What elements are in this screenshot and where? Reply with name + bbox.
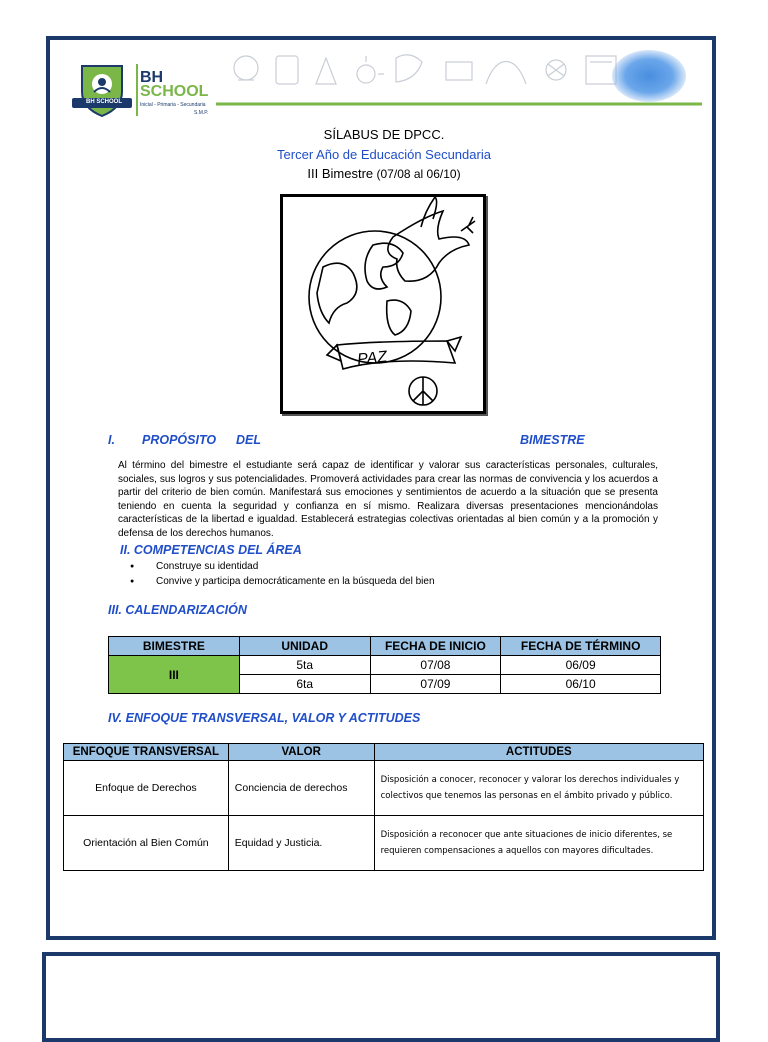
table-header-row bbox=[109, 637, 661, 656]
section2-heading: II. COMPETENCIAS DEL ÁREA bbox=[120, 543, 302, 557]
logo-name-school: SCHOOL bbox=[140, 83, 209, 100]
header-enfoque: ENFOQUE TRANSVERSAL bbox=[64, 744, 229, 761]
logo-name-bh: BH bbox=[140, 69, 164, 86]
enfoque-cell: Enfoque de Derechos bbox=[64, 761, 229, 816]
school-shield-icon bbox=[70, 62, 134, 118]
peace-globe-dove-icon bbox=[283, 197, 483, 411]
table-row bbox=[64, 816, 704, 871]
section1-word-del: DEL bbox=[236, 433, 261, 447]
bimestre-cell: III bbox=[109, 656, 240, 694]
header-bimestre: BIMESTRE bbox=[109, 637, 240, 656]
enfoque-table bbox=[63, 743, 704, 871]
termino-cell: 06/10 bbox=[501, 675, 661, 694]
actitudes-cell: Disposición a reconocer que ante situaciones de inicio diferentes, se requieren compensaciones a aquellos con mayores dificultades. bbox=[374, 816, 703, 871]
list-item: ● Convive y participa democráticamente en la búsqueda del bien bbox=[130, 574, 435, 589]
section1-word-bimestre: BIMESTRE bbox=[520, 433, 585, 447]
logo-badge-text: BH SCHOOL bbox=[86, 99, 122, 105]
table-row bbox=[64, 761, 704, 816]
table-header-row bbox=[64, 744, 704, 761]
termino-cell: 06/09 bbox=[501, 656, 661, 675]
inicio-cell: 07/08 bbox=[370, 656, 501, 675]
term-dates: (07/08 al 06/10) bbox=[376, 167, 461, 181]
blurred-emblem bbox=[612, 50, 686, 102]
peace-illustration bbox=[280, 194, 486, 414]
section1-number: I. bbox=[108, 433, 115, 447]
term-title bbox=[0, 166, 768, 181]
section1-heading bbox=[108, 433, 588, 449]
header-fecha-termino: FECHA DE TÉRMINO bbox=[501, 637, 661, 656]
inicio-cell: 07/09 bbox=[370, 675, 501, 694]
valor-cell: Equidad y Justicia. bbox=[228, 816, 374, 871]
valor-cell: Conciencia de derechos bbox=[228, 761, 374, 816]
header-unidad: UNIDAD bbox=[239, 637, 370, 656]
grade-title: Tercer Año de Educación Secundaria bbox=[277, 147, 491, 162]
logo-divider bbox=[136, 64, 138, 116]
section1-word-proposito: PROPÓSITO bbox=[142, 433, 217, 447]
unidad-cell: 6ta bbox=[239, 675, 370, 694]
section1-paragraph: Al término del bimestre el estudiante será capaz de identificar y valorar sus características personales, culturales, sociales, sus logros y sus potencialidades. Promoverá actividades para crear las normas de convivencia y los acuerdos a partir del criterio de bien común. Manifestará sus emociones y sentimientos de acuerdo a la situación que se presenta teniendo en cuenta la seguridad y confianza en sí mismo. Realizara diversas presentaciones mencionándolas características de la libertad e igualdad. Establecerá estrategias colectivas orientadas al bien común y a la promoción y defensa de los derechos humanos. bbox=[118, 460, 658, 539]
header-valor: VALOR bbox=[228, 744, 374, 761]
section3-heading: III. CALENDARIZACIÓN bbox=[108, 603, 247, 617]
logo-tagline: S.M.P. bbox=[194, 110, 209, 116]
term-label: III Bimestre bbox=[307, 166, 374, 181]
document-title: SÍLABUS DE DPCC. bbox=[323, 127, 445, 142]
calendar-table bbox=[108, 636, 661, 694]
enfoque-cell: Orientación al Bien Común bbox=[64, 816, 229, 871]
logo-levels: Inicial - Primaria - Secundaria bbox=[140, 102, 206, 108]
table-row bbox=[109, 656, 661, 675]
actitudes-cell: Disposición a conocer, reconocer y valorar los derechos individuales y colectivos que tenemos las personas en el ámbito privado y público. bbox=[374, 761, 703, 816]
header-fecha-inicio: FECHA DE INICIO bbox=[370, 637, 501, 656]
illustration-label: PAZ bbox=[356, 348, 388, 369]
section4-heading: IV. ENFOQUE TRANSVERSAL, VALOR Y ACTITUDES bbox=[108, 711, 421, 725]
list-item: ● Construye su identidad bbox=[130, 559, 435, 574]
competencias-list bbox=[130, 559, 435, 589]
header-actitudes: ACTITUDES bbox=[374, 744, 703, 761]
next-page-frame bbox=[42, 952, 720, 1042]
unidad-cell: 5ta bbox=[239, 656, 370, 675]
school-logo bbox=[70, 62, 220, 118]
